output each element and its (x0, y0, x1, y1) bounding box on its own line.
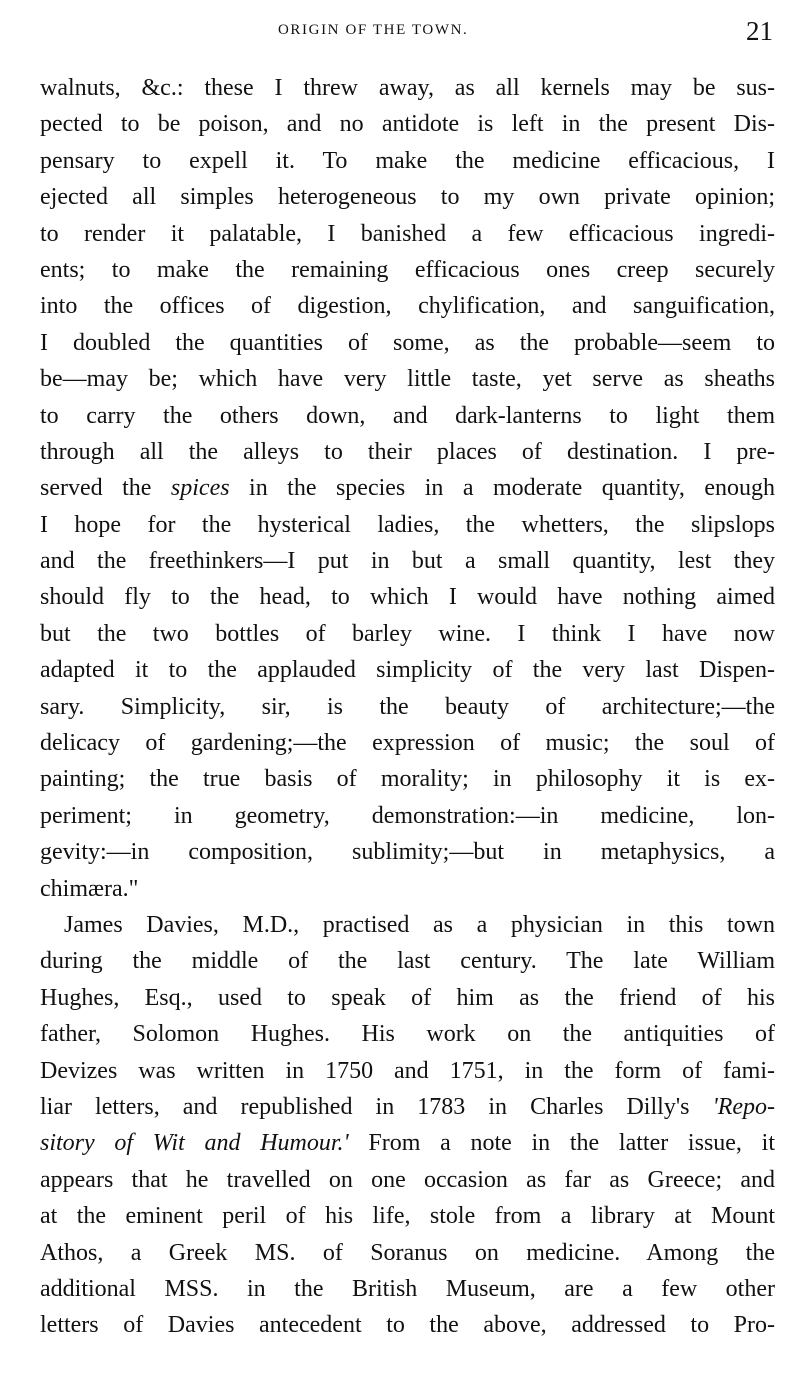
text-segment: pensary to expell it. To make the medicine efficacious, I (40, 147, 775, 174)
text-segment: liar letters, and republished in 1783 in Charles Dilly's (40, 1093, 713, 1120)
text-segment: to carry the others down, and dark-lanterns to light them (40, 402, 775, 429)
text-line (40, 1089, 775, 1125)
text-segment: served the (40, 475, 171, 502)
text-line (40, 143, 775, 179)
text-segment: periment; in geometry, demonstration:—in medicine, lon- (40, 802, 775, 829)
text-line (40, 398, 775, 434)
text-line (40, 652, 775, 688)
text-line (40, 1016, 775, 1052)
text-segment: James Davies, M.D., practised as a physician in this town (64, 911, 775, 938)
text-line (40, 1162, 775, 1198)
text-segment: adapted it to the applauded simplicity of the very last Dispen- (40, 657, 775, 684)
text-line (40, 725, 775, 761)
text-line (40, 689, 775, 725)
text-segment: but the two bottles of barley wine. I think I have now (40, 620, 775, 647)
running-head-title: ORIGIN OF THE TOWN. (278, 22, 469, 38)
text-line (40, 70, 775, 106)
text-segment: additional MSS. in the British Museum, are a few other (40, 1275, 775, 1302)
text-segment: into the offices of digestion, chylification, and sanguification, (40, 293, 775, 320)
text-segment: I doubled the quantities of some, as the probable—seem to (40, 329, 775, 356)
italic-text: spices (170, 475, 230, 502)
text-segment: Devizes was written in 1750 and 1751, in the form of fami- (40, 1057, 775, 1084)
text-segment: to render it palatable, I banished a few efficacious ingredi- (40, 220, 775, 247)
text-segment: be—may be; which have very little taste, yet serve as sheaths (40, 366, 775, 393)
text-line (40, 216, 775, 252)
text-segment: ents; to make the remaining efficacious ones creep securely (40, 256, 775, 283)
text-line (40, 288, 775, 324)
text-segment: gevity:—in composition, sublimity;—but in metaphysics, a (40, 839, 775, 866)
text-line (40, 907, 775, 943)
text-segment: pected to be poison, and no antidote is left in the present Dis- (40, 111, 775, 138)
text-line (40, 980, 775, 1016)
text-line (40, 361, 775, 397)
text-line (40, 616, 775, 652)
text-segment: sary. Simplicity, sir, is the beauty of architecture;—the (40, 693, 775, 720)
text-segment: letters of Davies antecedent to the above, addressed to Pro- (40, 1312, 775, 1339)
text-line (40, 179, 775, 215)
text-segment: ejected all simples heterogeneous to my own private opinion; (40, 184, 775, 211)
text-segment: through all the alleys to their places of destination. I pre- (40, 438, 775, 465)
italic-text: sitory of Wit and Humour.' (40, 1130, 349, 1157)
text-segment: father, Solomon Hughes. His work on the antiquities of (40, 1021, 775, 1048)
text-segment: delicacy of gardening;—the expression of music; the soul of (40, 730, 775, 757)
text-segment: and the freethinkers—I put in but a small quantity, lest they (40, 548, 775, 575)
text-line (40, 834, 775, 870)
text-line (40, 1053, 775, 1089)
text-line (40, 943, 775, 979)
text-line (40, 252, 775, 288)
text-line (40, 871, 775, 907)
text-segment: Hughes, Esq., used to speak of him as the friend of his (40, 984, 775, 1011)
italic-text: 'Repo- (712, 1093, 775, 1120)
text-segment: walnuts, &c.: these I threw away, as all kernels may be sus- (40, 75, 775, 101)
text-segment: chimæra." (40, 875, 139, 902)
text-line (40, 798, 775, 834)
text-segment: in the species in a moderate quantity, enough (229, 475, 775, 502)
text-line (40, 1271, 775, 1307)
text-line (40, 1307, 775, 1343)
text-segment: Athos, a Greek MS. of Soranus on medicine. Among the (40, 1239, 775, 1266)
text-line (40, 579, 775, 615)
text-line (40, 1198, 775, 1234)
text-segment: From a note in the latter issue, it (348, 1130, 775, 1157)
text-line (40, 507, 775, 543)
text-line (40, 434, 775, 470)
text-line (40, 470, 775, 506)
text-line (40, 106, 775, 142)
text-line (40, 1235, 775, 1271)
text-segment: I hope for the hysterical ladies, the whetters, the slipslops (40, 511, 775, 538)
page-number: 21 (746, 16, 773, 46)
running-head (0, 18, 800, 48)
text-segment: at the eminent peril of his life, stole from a library at Mount (40, 1203, 775, 1230)
text-segment: should fly to the head, to which I would have nothing aimed (40, 584, 775, 611)
text-segment: painting; the true basis of morality; in philosophy it is ex- (40, 766, 775, 793)
text-line (40, 543, 775, 579)
text-line (40, 325, 775, 361)
body-text (40, 70, 775, 1344)
text-line (40, 1125, 775, 1161)
text-line (40, 761, 775, 797)
text-segment: appears that he travelled on one occasion as far as Greece; and (40, 1166, 775, 1193)
text-segment: during the middle of the last century. The late William (40, 948, 775, 975)
